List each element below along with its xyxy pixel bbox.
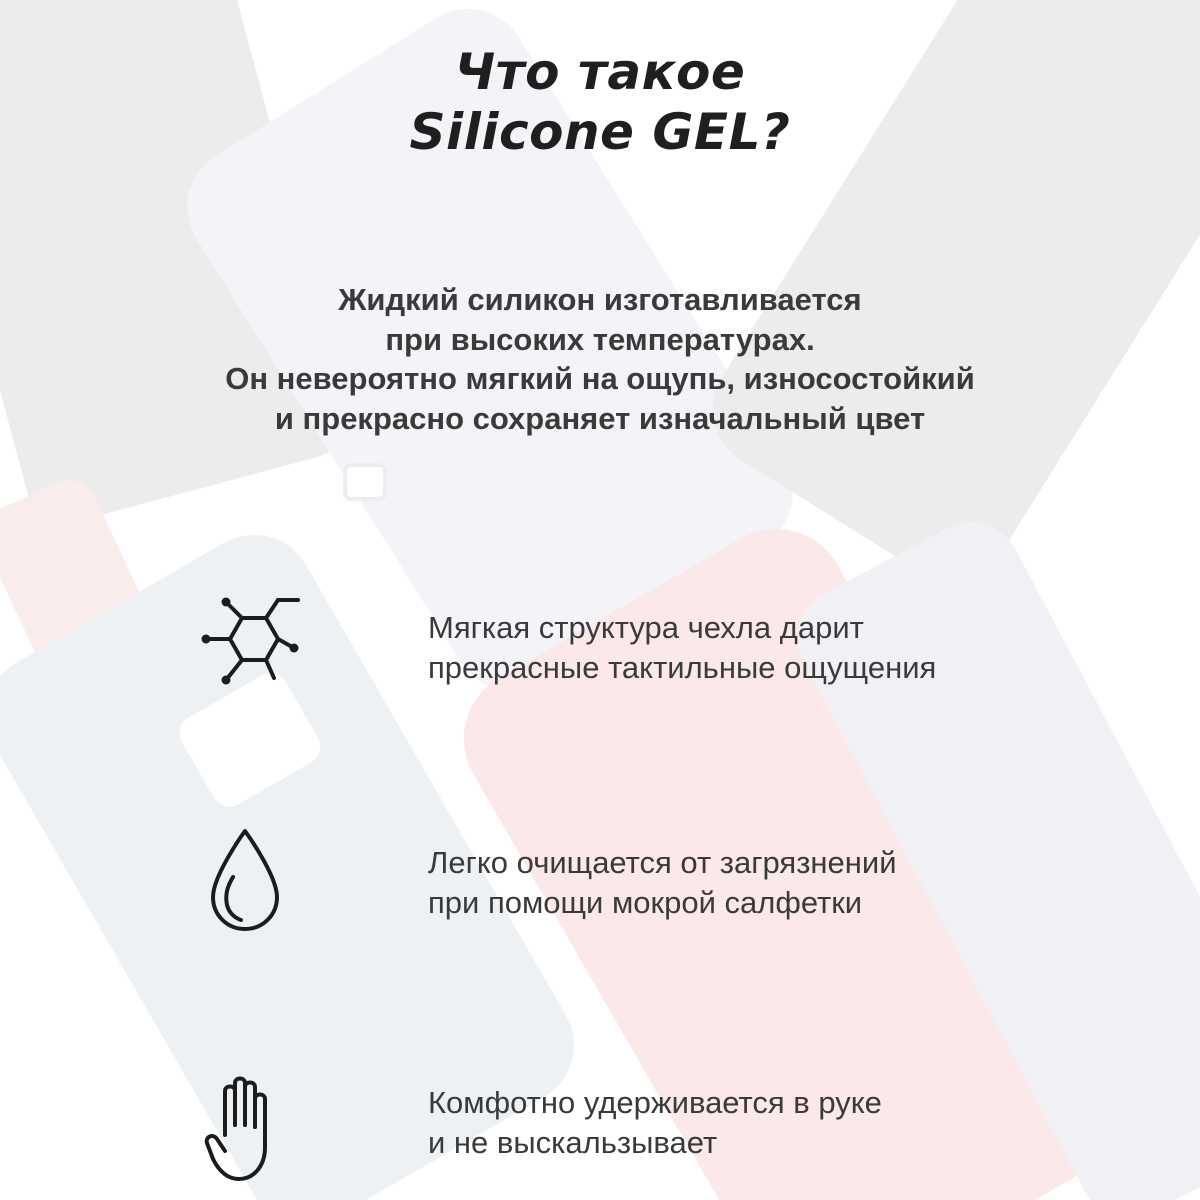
water-drop-icon: [205, 825, 285, 935]
feature-line: и не выскальзывает: [428, 1125, 718, 1160]
feature-comfortable-grip: [0, 1075, 1200, 1200]
feature-text: [428, 608, 936, 688]
intro-paragraph: [100, 280, 1100, 438]
feature-soft-structure: [0, 590, 1200, 730]
feature-easy-cleaning: [0, 825, 1200, 965]
feature-line: при помощи мокрой салфетки: [428, 885, 863, 920]
title-line-1: Что такое: [454, 43, 746, 101]
page-title: [0, 42, 1200, 162]
intro-line: при высоких температурах.: [385, 321, 815, 357]
intro-line: и прекрасно сохраняет изначальный цвет: [274, 400, 926, 436]
feature-text: [428, 843, 897, 923]
title-line-2: Silicone GEL?: [409, 103, 791, 161]
hand-icon: [203, 1075, 283, 1185]
molecule-icon: [196, 590, 306, 700]
feature-line: Мягкая структура чехла дарит: [428, 610, 864, 645]
intro-line: Он невероятно мягкий на ощупь, износостойкий: [225, 361, 975, 396]
feature-text: [428, 1083, 882, 1163]
feature-line: Легко очищается от загрязнений: [428, 845, 897, 880]
feature-line: Комфотно удерживается в руке: [428, 1085, 882, 1120]
intro-line: Жидкий силикон изготавливается: [338, 282, 862, 317]
feature-line: прекрасные тактильные ощущения: [428, 650, 937, 685]
